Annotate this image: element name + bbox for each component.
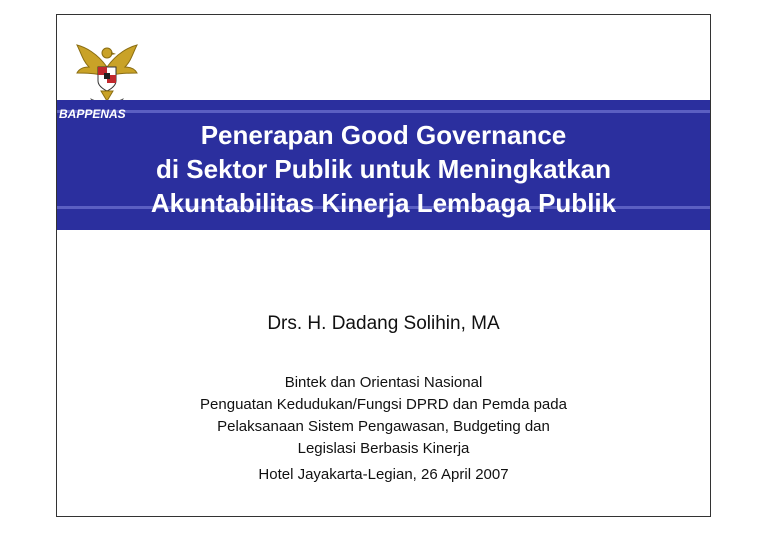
band-stripe-top [57,110,710,113]
event-line: Bintek dan Orientasi Nasional [284,374,483,391]
event-line: Pelaksanaan Sistem Pengawasan, Budgeting dan [217,418,550,435]
slide [56,14,711,517]
slide-title [57,118,710,220]
title-line: di Sektor Publik untuk Meningkatkan [155,154,612,184]
garuda-emblem-icon [71,37,143,109]
title-line: Penerapan Good Governance [200,120,567,150]
event-line: Hotel Jayakarta-Legian, 26 April 2007 [258,466,509,483]
event-line: Penguatan Kedudukan/Fungsi DPRD dan Pemda pada [200,396,567,413]
event-details [57,372,710,486]
agency-label: BAPPENAS [59,107,126,121]
event-line: Legislasi Berbasis Kinerja [297,440,470,457]
author-name: Drs. H. Dadang Solihin, MA [267,313,500,334]
title-line: Akuntabilitas Kinerja Lembaga Publik [150,188,617,218]
